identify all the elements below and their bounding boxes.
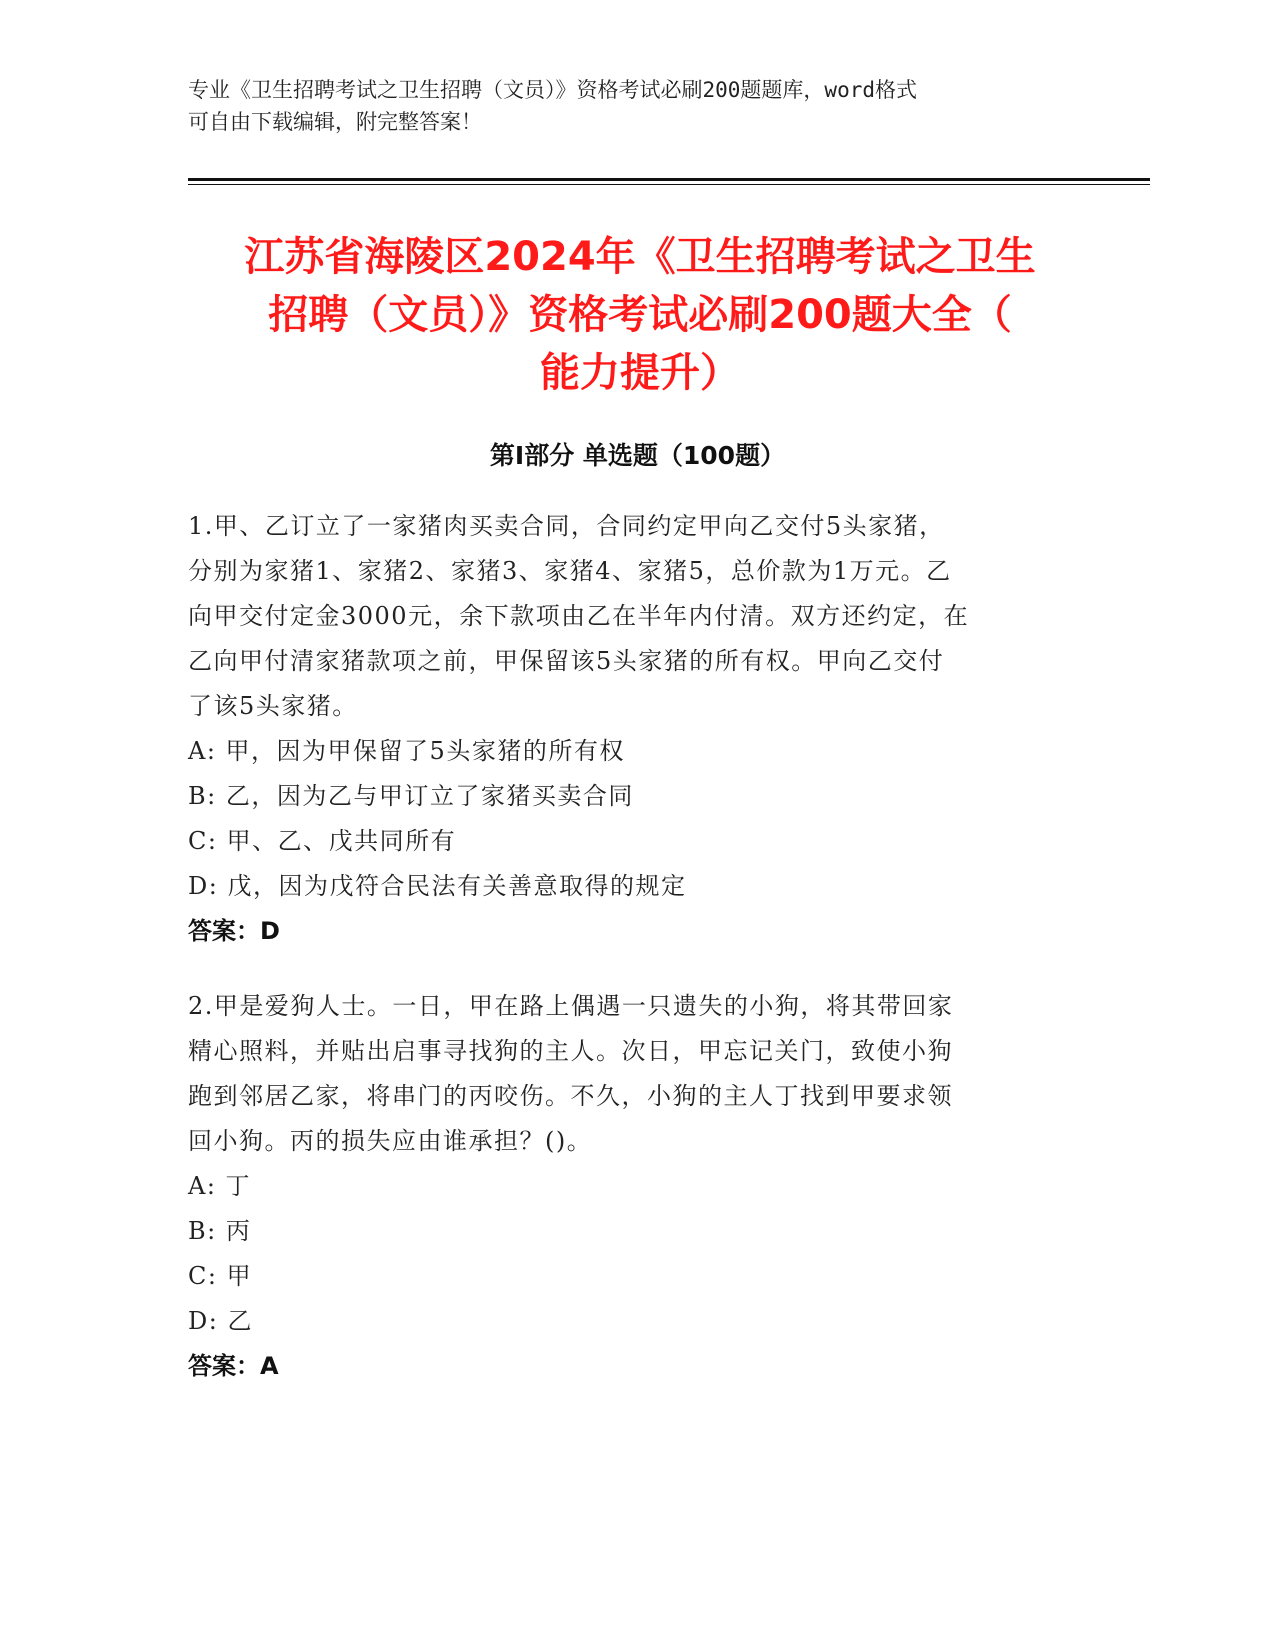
- option-d: D: 戊，因为戊符合民法有关善意取得的规定: [188, 872, 687, 900]
- question-stem-line: 向甲交付定金3000元，余下款项由乙在半年内付清。双方还约定，在: [188, 602, 970, 630]
- header-note-line-1: 专业《卫生招聘考试之卫生招聘（文员）》资格考试必刷200题题库，word格式: [188, 78, 917, 102]
- header-divider-thin: [188, 184, 1150, 185]
- answer: 答案：A: [188, 1352, 279, 1380]
- question-stem-line: 了该5头家猪。: [188, 692, 358, 720]
- section-heading: 第Ⅰ部分 单选题（100题）: [489, 441, 786, 470]
- option-a: A: 甲，因为甲保留了5头家猪的所有权: [188, 737, 625, 765]
- title-line-1: 江苏省海陵区2024年《卫生招聘考试之卫生: [244, 234, 1036, 280]
- question-stem-line: 回小狗。丙的损失应由谁承担？()。: [188, 1127, 593, 1155]
- option-c: C: 甲、乙、戊共同所有: [188, 827, 457, 855]
- option-d: D: 乙: [188, 1307, 253, 1335]
- question-stem-line: 2.甲是爱狗人士。一日，甲在路上偶遇一只遗失的小狗，将其带回家: [188, 992, 954, 1020]
- question-1: [188, 504, 1088, 954]
- header-note-line-2: 可自由下载编辑，附完整答案！: [188, 110, 482, 134]
- question-2: [188, 984, 1088, 1389]
- answer: 答案：D: [188, 917, 280, 945]
- document-title: [150, 228, 1130, 402]
- header-note: [188, 74, 1068, 138]
- header-divider-thick: [188, 178, 1150, 181]
- option-c: C: 甲: [188, 1262, 253, 1290]
- question-stem-line: 1.甲、乙订立了一家猪肉买卖合同，合同约定甲向乙交付5头家猪，: [188, 512, 945, 540]
- option-a: A: 丁: [188, 1172, 252, 1200]
- question-stem-line: 精心照料，并贴出启事寻找狗的主人。次日，甲忘记关门，致使小狗: [188, 1037, 953, 1065]
- option-b: B: 丙: [188, 1217, 252, 1245]
- question-stem-line: 分别为家猪1、家猪2、家猪3、家猪4、家猪5，总价款为1万元。乙: [188, 557, 952, 585]
- question-stem-line: 跑到邻居乙家，将串门的丙咬伤。不久，小狗的主人丁找到甲要求领: [188, 1082, 953, 1110]
- title-line-3: 能力提升）: [540, 350, 740, 396]
- question-stem-line: 乙向甲付清家猪款项之前，甲保留该5头家猪的所有权。甲向乙交付: [188, 647, 945, 675]
- option-b: B: 乙，因为乙与甲订立了家猪买卖合同: [188, 782, 634, 810]
- title-line-2: 招聘（文员）》资格考试必刷200题大全（: [268, 292, 1012, 338]
